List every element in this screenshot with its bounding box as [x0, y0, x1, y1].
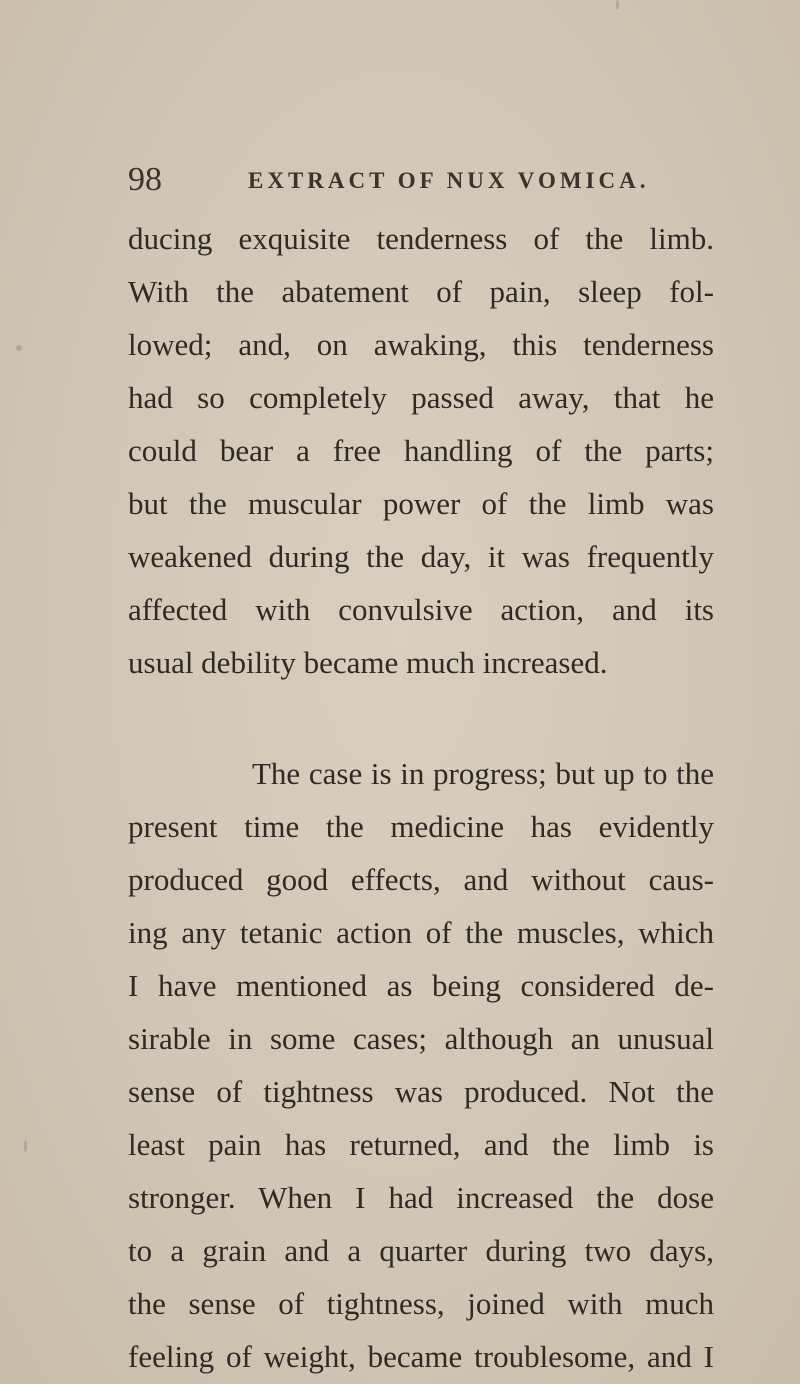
- paper-speck: [24, 1140, 27, 1152]
- paragraph-2: [128, 747, 714, 1383]
- text-line: affected with convulsive action, and its: [128, 592, 714, 627]
- text-line: stronger. When I had increased the dose: [128, 1180, 714, 1215]
- text-line: but the muscular power of the limb was: [128, 486, 714, 521]
- text-line: With the abatement of pain, sleep fol-: [128, 274, 714, 309]
- paragraph-gap: [128, 689, 714, 747]
- page-number: 98: [128, 161, 162, 198]
- text-line: had so completely passed away, that he: [128, 380, 714, 415]
- paragraph-1: [128, 212, 714, 689]
- text-line: lowed; and, on awaking, this tenderness: [128, 327, 714, 362]
- text-line: ing any tetanic action of the muscles, which: [128, 915, 714, 950]
- text-line: to a grain and a quarter during two days,: [128, 1233, 714, 1268]
- page-header: [128, 160, 728, 200]
- text-line: ducing exquisite tenderness of the limb.: [128, 221, 714, 256]
- text-line: present time the medicine has evidently: [128, 809, 714, 844]
- text-line: weakened during the day, it was frequently: [128, 539, 714, 574]
- text-line: produced good effects, and without caus-: [128, 862, 714, 897]
- text-line: The case is in progress; but up to the: [252, 756, 714, 791]
- body-text: [128, 212, 714, 1383]
- text-line: could bear a free handling of the parts;: [128, 433, 714, 468]
- text-line: sirable in some cases; although an unusual: [128, 1021, 714, 1056]
- text-line: I have mentioned as being considered de-: [128, 968, 714, 1003]
- text-line: feeling of weight, became troublesome, and I: [128, 1339, 714, 1374]
- paper-speck: [616, 0, 619, 10]
- paper-speck: [16, 345, 22, 351]
- running-head: EXTRACT OF NUX VOMICA.: [248, 168, 650, 193]
- text-line: usual debility became much increased.: [128, 645, 608, 680]
- text-line: sense of tightness was produced. Not the: [128, 1074, 714, 1109]
- text-line: the sense of tightness, joined with much: [128, 1286, 714, 1321]
- text-line: least pain has returned, and the limb is: [128, 1127, 714, 1162]
